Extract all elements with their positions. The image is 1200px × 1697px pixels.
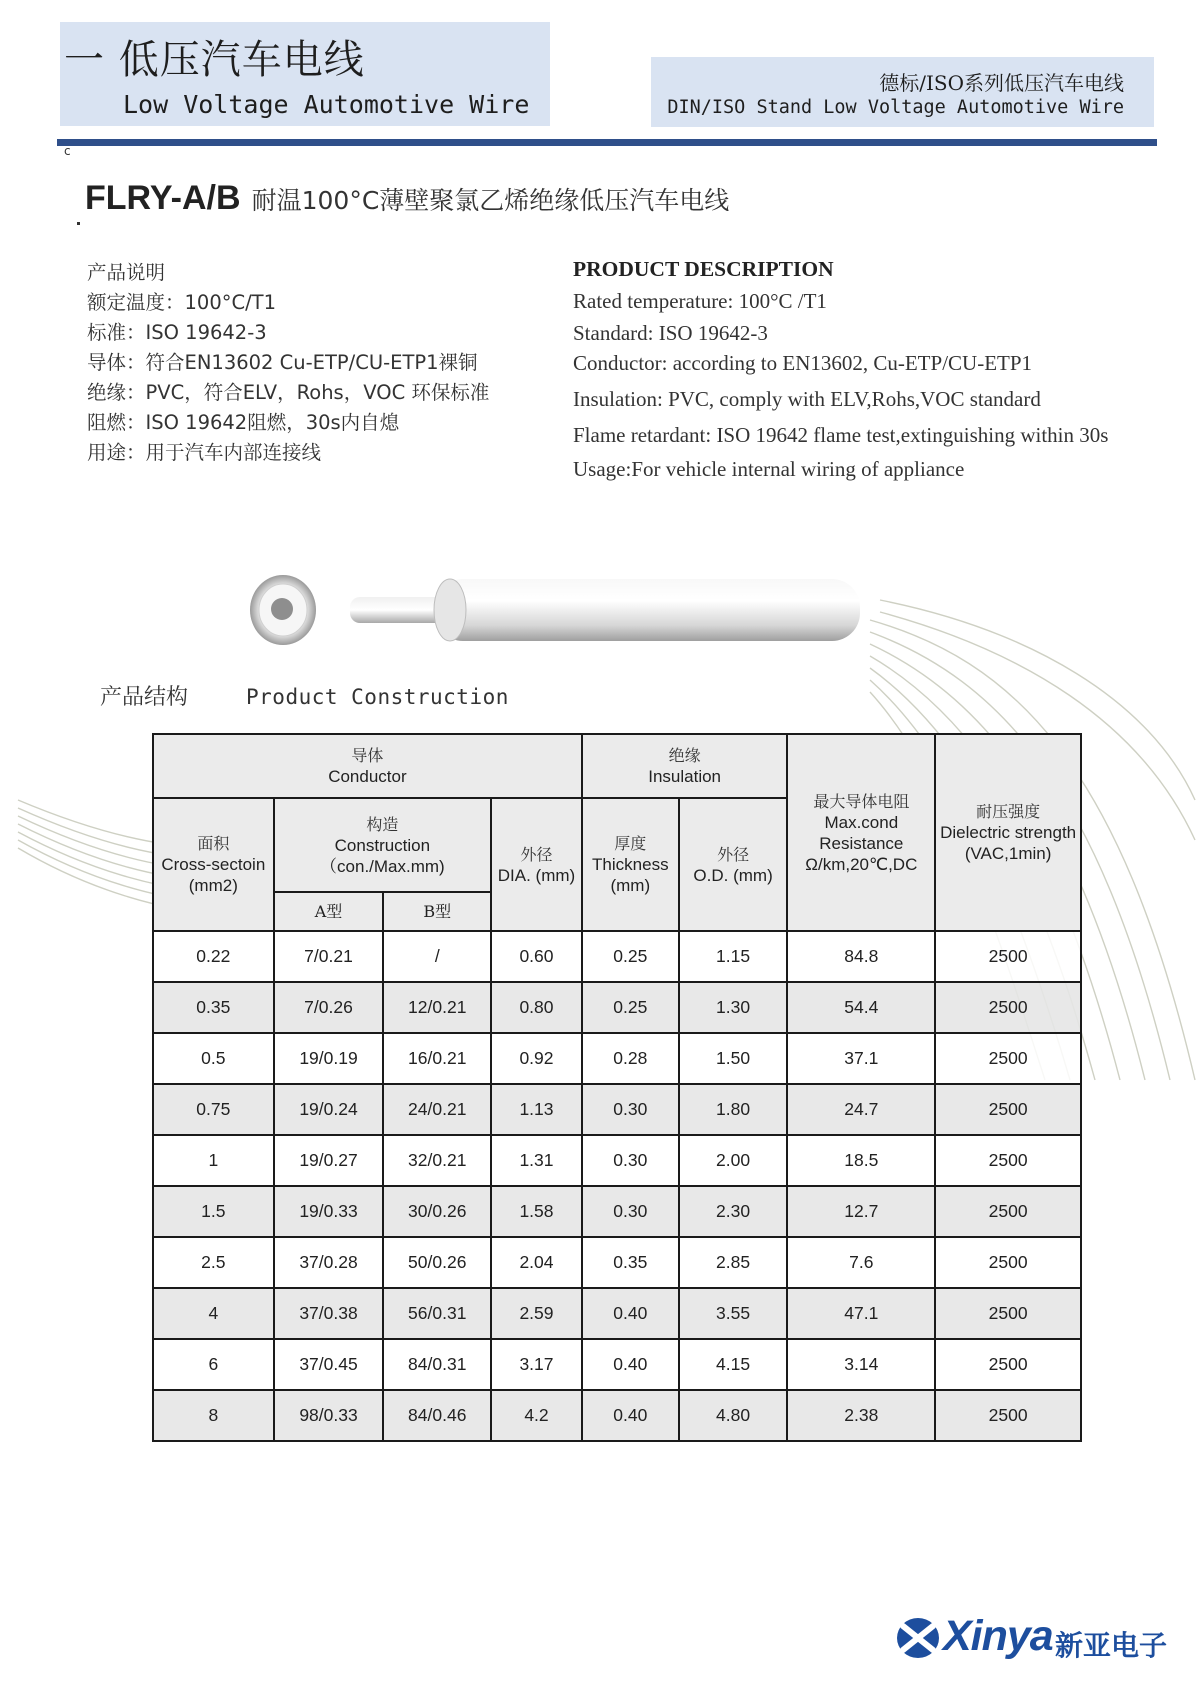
cell-area: 1 (153, 1135, 274, 1186)
cell-max-resistance: 47.1 (787, 1288, 935, 1339)
cell-dielectric: 2500 (935, 1135, 1081, 1186)
cell-type-a: 19/0.19 (274, 1033, 384, 1084)
cell-thickness: 0.40 (582, 1288, 679, 1339)
cell-type-a: 98/0.33 (274, 1390, 384, 1441)
cell-dia: 0.80 (491, 982, 582, 1033)
cell-max-resistance: 54.4 (787, 982, 935, 1033)
cell-dielectric: 2500 (935, 1084, 1081, 1135)
cell-type-a: 37/0.28 (274, 1237, 384, 1288)
cell-od: 3.55 (679, 1288, 788, 1339)
cell-thickness: 0.28 (582, 1033, 679, 1084)
header-dielectric-cn: 耐压强度 (976, 802, 1041, 821)
cell-thickness: 0.25 (582, 931, 679, 982)
cell-type-b: 50/0.26 (383, 1237, 491, 1288)
cell-max-resistance: 3.14 (787, 1339, 935, 1390)
description-cn-line: 导体：符合EN13602 Cu-ETP/CU-ETP1裸铜 (87, 351, 478, 374)
cell-thickness: 0.30 (582, 1135, 679, 1186)
cell-dia: 0.92 (491, 1033, 582, 1084)
header-title-cn: 一 低压汽车电线 (64, 37, 365, 83)
cell-od: 1.30 (679, 982, 788, 1033)
cell-thickness: 0.25 (582, 982, 679, 1033)
table-row (153, 1288, 1081, 1339)
header-conductor-cn: 导体 (351, 746, 384, 765)
description-en-heading: PRODUCT DESCRIPTION (573, 257, 834, 281)
cell-thickness: 0.30 (582, 1084, 679, 1135)
header-mark: c (64, 144, 71, 158)
header-left-banner (60, 22, 550, 126)
cell-od: 1.80 (679, 1084, 788, 1135)
construction-heading (100, 680, 509, 711)
description-cn-line: 额定温度：100°C/T1 (87, 291, 276, 314)
cell-dia: 1.58 (491, 1186, 582, 1237)
header-dia-cn: 外径 (520, 844, 553, 864)
construction-heading-cn: 产品结构 (100, 685, 189, 710)
header-conductor-en: Conductor (328, 767, 407, 786)
header-od (679, 798, 788, 931)
header-od-cn: 外径 (717, 844, 750, 864)
construction-heading-en: Product Construction (246, 685, 509, 709)
cell-type-a: 19/0.33 (274, 1186, 384, 1237)
cell-type-b: 24/0.21 (383, 1084, 491, 1135)
cell-max-resistance: 2.38 (787, 1390, 935, 1441)
header-insulation-en: Insulation (648, 767, 722, 786)
header-insulation-cn: 绝缘 (668, 746, 701, 765)
header-thickness-en: Thickness (mm) (592, 855, 669, 895)
description-cn-line: 产品说明 (87, 261, 166, 284)
cell-type-a: 7/0.21 (274, 931, 384, 982)
cell-type-b: / (383, 931, 491, 982)
cell-od: 1.15 (679, 931, 788, 982)
cell-dielectric: 2500 (935, 1288, 1081, 1339)
cell-area: 6 (153, 1339, 274, 1390)
header-type-a (274, 892, 384, 931)
cell-type-b: 84/0.46 (383, 1390, 491, 1441)
header-construction-cn: 构造 (366, 814, 399, 834)
cell-max-resistance: 7.6 (787, 1237, 935, 1288)
cell-type-b: 16/0.21 (383, 1033, 491, 1084)
table-row (153, 982, 1081, 1033)
header-insulation (582, 734, 788, 798)
cell-thickness: 0.35 (582, 1237, 679, 1288)
cell-od: 4.15 (679, 1339, 788, 1390)
table-row (153, 1186, 1081, 1237)
spec-table-body (153, 931, 1081, 1441)
cell-area: 0.5 (153, 1033, 274, 1084)
cell-type-b: 12/0.21 (383, 982, 491, 1033)
cell-od: 4.80 (679, 1390, 788, 1441)
cell-max-resistance: 12.7 (787, 1186, 935, 1237)
header-area-cn: 面积 (197, 834, 230, 853)
cell-dia: 2.04 (491, 1237, 582, 1288)
cell-thickness: 0.30 (582, 1186, 679, 1237)
table-row (153, 1135, 1081, 1186)
cell-max-resistance: 24.7 (787, 1084, 935, 1135)
cell-dielectric: 2500 (935, 982, 1081, 1033)
header-right-banner (651, 57, 1154, 127)
header-max-resistance-en: Max.cond Resistance Ω/km,20℃,DC (805, 812, 918, 874)
cell-max-resistance: 84.8 (787, 931, 935, 982)
cell-max-resistance: 18.5 (787, 1135, 935, 1186)
header-title-en: Low Voltage Automotive Wire (123, 90, 530, 119)
xinya-logo (895, 1608, 1168, 1668)
header-od-en: O.D. (mm) (693, 865, 773, 885)
cell-od: 2.30 (679, 1186, 788, 1237)
description-cn-line: 绝缘：PVC，符合ELV，Rohs，VOC 环保标准 (87, 381, 490, 404)
table-row (153, 931, 1081, 982)
header-construction (274, 798, 491, 892)
header-dielectric-en: Dielectric strength (VAC,1min) (940, 823, 1077, 863)
description-en-line: Standard: ISO 19642-3 (573, 321, 768, 345)
cell-thickness: 0.40 (582, 1339, 679, 1390)
cell-dia: 0.60 (491, 931, 582, 982)
header-dielectric (935, 734, 1081, 931)
description-en-line: Insulation: PVC, comply with ELV,Rohs,VOC standard (573, 387, 1041, 411)
cell-type-a: 37/0.45 (274, 1339, 384, 1390)
cell-area: 4 (153, 1288, 274, 1339)
header-area (153, 798, 274, 931)
product-title-description: 耐温100°C薄壁聚氯乙烯绝缘低压汽车电线 (251, 186, 730, 215)
cell-area: 0.35 (153, 982, 274, 1033)
cell-area: 0.75 (153, 1084, 274, 1135)
table-row (153, 1033, 1081, 1084)
header-dia-en: DIA. (mm) (497, 865, 576, 885)
cell-type-b: 32/0.21 (383, 1135, 491, 1186)
cell-type-a: 19/0.24 (274, 1084, 384, 1135)
cell-area: 0.22 (153, 931, 274, 982)
cell-type-a: 7/0.26 (274, 982, 384, 1033)
header-thickness (582, 798, 679, 931)
cell-od: 2.85 (679, 1237, 788, 1288)
description-cn (87, 258, 489, 468)
header-area-en: Cross-sectoin (mm2) (161, 855, 266, 895)
cell-dielectric: 2500 (935, 931, 1081, 982)
logo-mark-icon (895, 1616, 941, 1660)
cell-dia: 1.31 (491, 1135, 582, 1186)
cell-area: 8 (153, 1390, 274, 1441)
cell-dia: 4.2 (491, 1390, 582, 1441)
cell-od: 2.00 (679, 1135, 788, 1186)
cell-dielectric: 2500 (935, 1390, 1081, 1441)
cell-area: 2.5 (153, 1237, 274, 1288)
header-thickness-cn: 厚度 (614, 834, 647, 853)
header-type-b-label: B型 (423, 902, 452, 921)
cell-dielectric: 2500 (935, 1033, 1081, 1084)
cell-dielectric: 2500 (935, 1339, 1081, 1390)
cell-type-b: 84/0.31 (383, 1339, 491, 1390)
description-en-line: Rated temperature: 100°C /T1 (573, 289, 827, 313)
header-series-en: DIN/ISO Stand Low Voltage Automotive Wire (667, 97, 1124, 118)
description-cn-line: 标准：ISO 19642-3 (87, 321, 267, 344)
header-type-b (383, 892, 491, 931)
cell-area: 1.5 (153, 1186, 274, 1237)
spec-table (152, 733, 1082, 1442)
header-series-cn: 德标/ISO系列低压汽车电线 (879, 71, 1124, 95)
cell-dia: 1.13 (491, 1084, 582, 1135)
logo-word: Xinya (943, 1612, 1053, 1660)
description-cn-line: 阻燃：ISO 19642阻燃，30s内自熄 (87, 411, 400, 434)
table-row (153, 1237, 1081, 1288)
cell-dia: 2.59 (491, 1288, 582, 1339)
product-title (85, 179, 729, 218)
cable-illustration (250, 565, 870, 655)
cell-type-a: 37/0.38 (274, 1288, 384, 1339)
cell-type-b: 30/0.26 (383, 1186, 491, 1237)
cell-dia: 3.17 (491, 1339, 582, 1390)
header-construction-en: Construction (334, 835, 431, 855)
cell-od: 1.50 (679, 1033, 788, 1084)
header-dia (491, 798, 582, 931)
description-en-line: Flame retardant: ISO 19642 flame test,extinguishing within 30s (573, 423, 1109, 447)
logo-cn: 新亚电子 (1055, 1629, 1168, 1662)
stray-dot (77, 222, 80, 225)
cell-thickness: 0.40 (582, 1390, 679, 1441)
product-model: FLRY-A/B (85, 179, 241, 217)
cell-type-a: 19/0.27 (274, 1135, 384, 1186)
description-en-line: Usage:For vehicle internal wiring of appliance (573, 457, 965, 481)
cell-dielectric: 2500 (935, 1186, 1081, 1237)
table-row (153, 1390, 1081, 1441)
header-conductor (153, 734, 582, 798)
header-construction-unit: （con./Max.mm) (320, 856, 445, 876)
description-en-line: Conductor: according to EN13602, Cu-ETP/CU-ETP1 (573, 351, 1033, 375)
header-divider (57, 139, 1157, 146)
header-max-resistance-cn: 最大导体电阻 (813, 791, 910, 811)
header-type-a-label: A型 (314, 902, 343, 921)
cell-max-resistance: 37.1 (787, 1033, 935, 1084)
cell-dielectric: 2500 (935, 1237, 1081, 1288)
table-row (153, 1339, 1081, 1390)
cell-type-b: 56/0.31 (383, 1288, 491, 1339)
description-cn-line: 用途：用于汽车内部连接线 (87, 441, 322, 464)
header-max-resistance (787, 734, 935, 931)
table-row (153, 1084, 1081, 1135)
